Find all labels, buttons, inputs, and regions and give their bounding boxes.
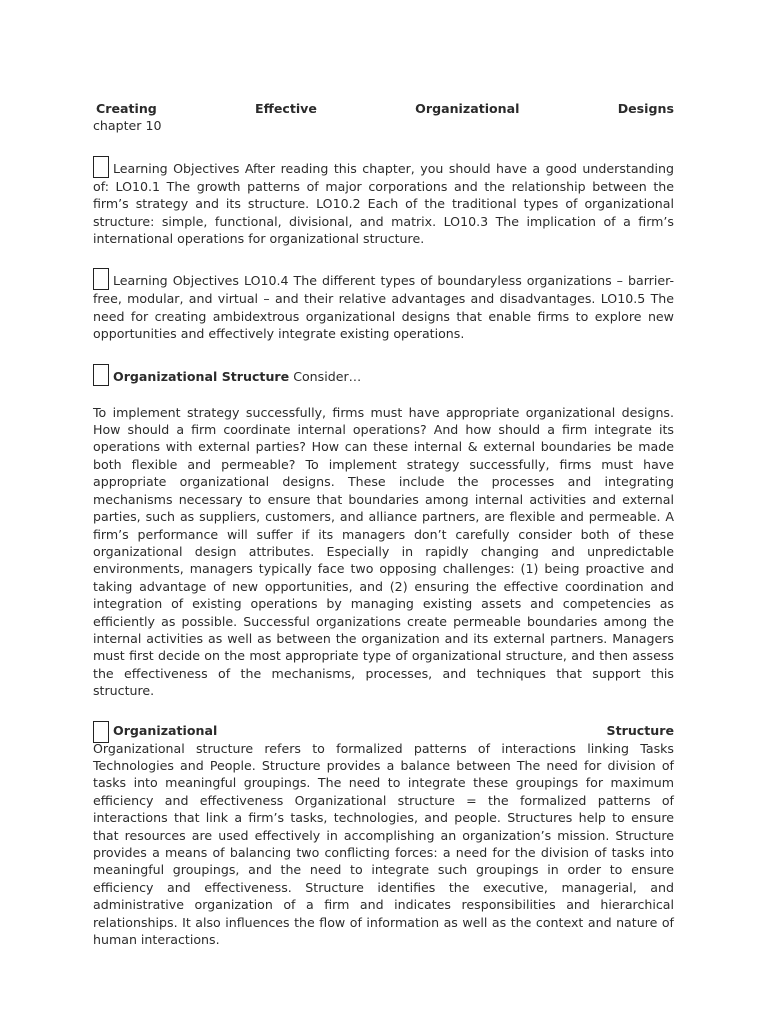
title-word: Organizational [415,101,520,116]
slide-heading-right: Structure [606,723,674,739]
slide-heading-rest: Consider… [293,368,362,384]
body-paragraph: To implement strategy successfully, firms must have appropriate organizational designs. How should a firm coordinate internal operations? And how should a firm integrate its operations with external parties? How can these internal & external boundaries be made both flexible and permeable? To implement strategy successfully, firms must have appropriate organizational designs. These include the processes and integrating mechanisms necessary to ensure that boundaries among internal activities and external parties, such as suppliers, customers, and alliance partners, are flexible and permeable. A firm’s performance will suffer if its managers don’t carefully consider both of these organizational design attributes. Especially in rapidly changing and unpredictable environments, managers typically face two opposing challenges: (1) being proactive and taking advantage of new opportunities, and (2) ensuring the effective coordination and integration of existing operations by managing existing assets and competencies as efficiently as possible. Successful organizations create permeable boundaries among the internal activities as well as between the organization and its external partners. Managers must first decide on the most appropriate type of organizational structure, and then assess the effectiveness of the mechanisms, processes, and techniques that support this structure. [93,404,674,699]
slide-text: Learning Objectives LO10.4 The different types of boundaryless organizations – barrier-free, modular, and virtual – and their relative advantages and disadvantages. LO10.5 The need for creating ambidextrous organizational designs that enable firms to explore new opportunities and effectively integrate existing operations. [93,273,674,342]
slide-placeholder-icon [93,268,109,290]
slide-heading: Organizational Structure [113,368,290,384]
document-title [93,100,674,117]
slide-learning-objectives-1 [93,156,674,248]
title-word: Effective [255,101,317,116]
slide-organizational-structure [93,721,674,949]
chapter-label: chapter 10 [93,118,162,134]
slide-text: Learning Objectives After reading this chapter, you should have a good understanding of: LO10.1 The growth patterns of major corporations and the relationship between the firm’s strategy and its structure. LO10.2 Each of the traditional types of organizational structure: simple, functional, divisional, and matrix. LO10.3 The implication of a firm’s international operations for organizational structure. [93,160,674,247]
slide-learning-objectives-2 [93,268,674,342]
slide-organizational-structure-consider [93,364,674,386]
slide-heading-left: Organizational [113,723,218,739]
slide-placeholder-icon [93,364,109,386]
title-word: Creating [96,101,157,116]
title-word: Designs [617,101,674,116]
slide-heading-left-group [93,721,217,740]
slide-placeholder-icon [93,156,109,178]
document-page [93,100,674,948]
slide-text: Organizational structure refers to formalized patterns of interactions linking Tasks Technologies and People. Structure provides a balance between The need for division of tasks into meaningful groupings. The need to integrate these groupings for maximum efficiency and effectiveness Organizational structure = the formalized patterns of interactions that link a firm’s tasks, technologies, and people. Structures help to ensure that resources are used effectively in accomplishing an organization’s mission. Structure provides a means of balancing two conflicting forces: a need for the division of tasks into meaningful groupings, and the need to integrate such groupings in order to ensure efficiency and effectiveness. Structure identifies the executive, managerial, and administrative organization of a firm and indicates responsibilities and hierarchical relationships. It also influences the flow of information as well as the context and nature of human interactions. [93,740,674,948]
slide-heading-row [93,721,674,740]
